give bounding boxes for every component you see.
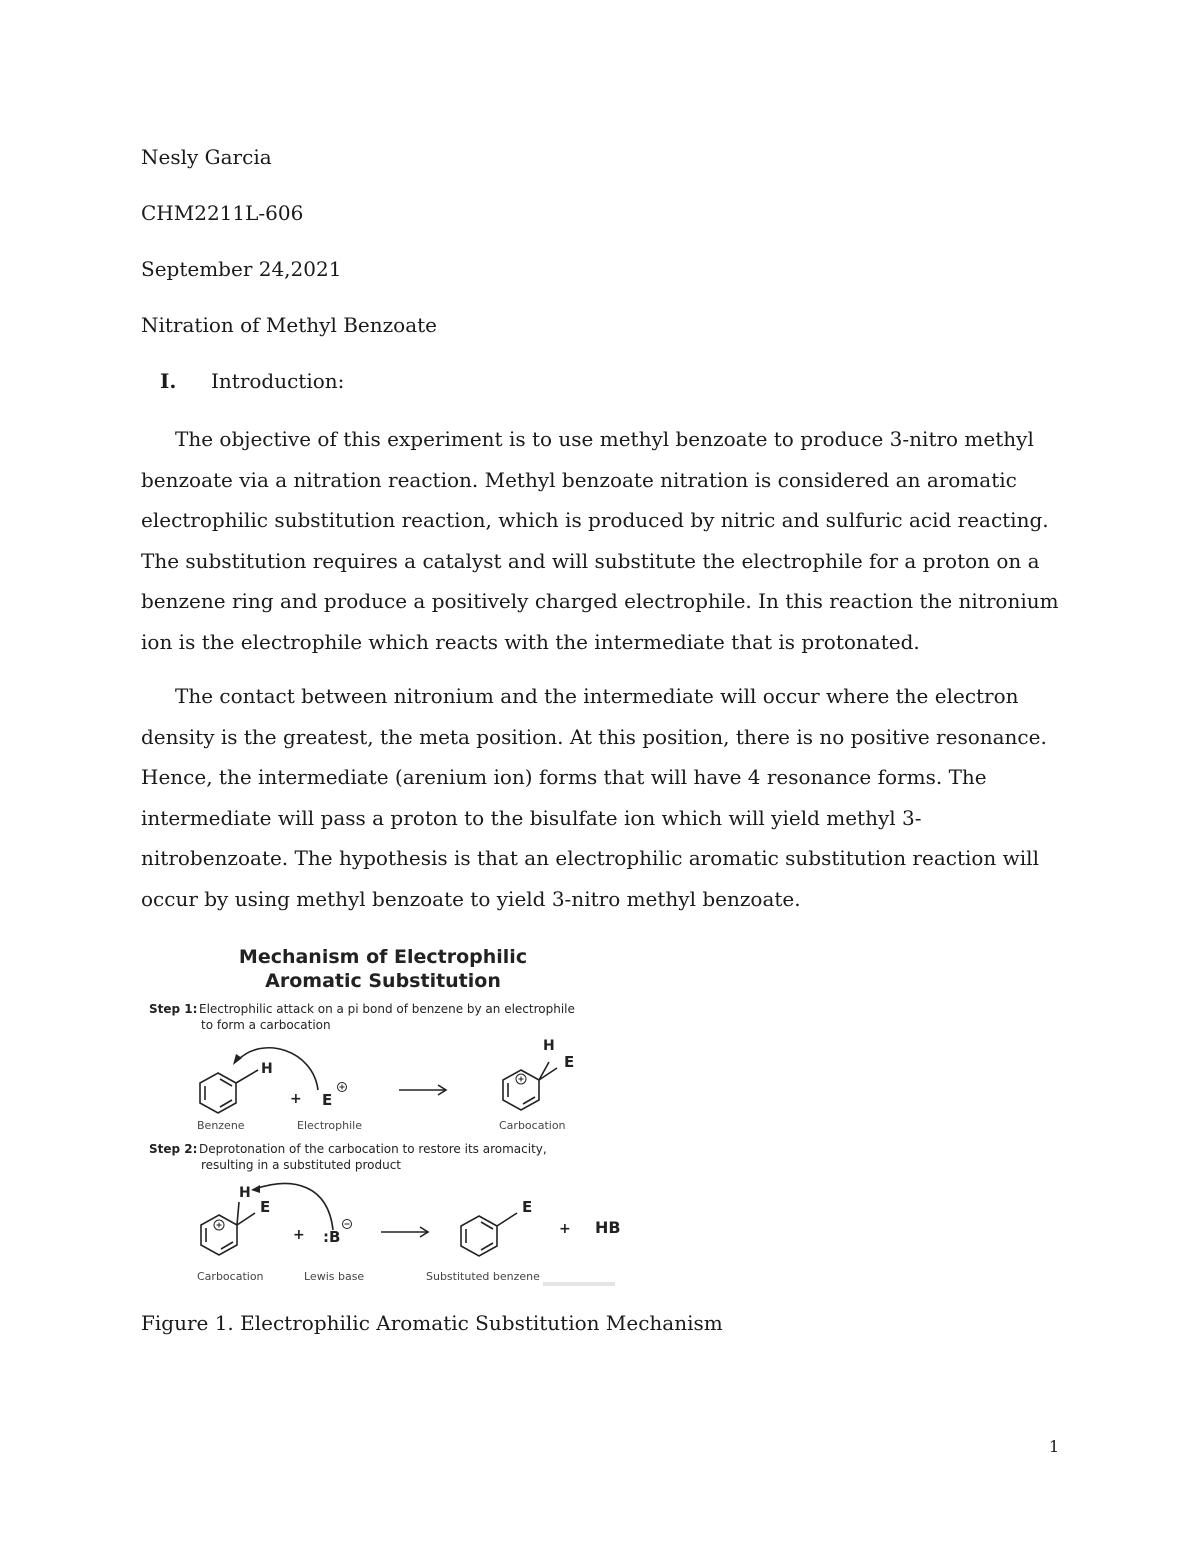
label-carbocation-1: Carbocation (499, 1119, 566, 1132)
figure-title-2: Aromatic Substitution (265, 970, 501, 992)
electrophile-e: E (322, 1091, 333, 1109)
atom-e-2: E (564, 1053, 575, 1071)
mechanism-diagram (143, 940, 623, 1290)
label-benzene: Benzene (197, 1119, 245, 1132)
report-title: Nitration of Methyl Benzoate (141, 313, 438, 337)
section-heading: Introduction: (211, 369, 345, 393)
carbocation-ring-1 (503, 1062, 557, 1110)
plus-1: + (290, 1091, 302, 1107)
plus-2: + (293, 1227, 305, 1243)
plus-3: + (559, 1221, 571, 1237)
arrow-head-2 (251, 1185, 260, 1193)
watermark (543, 1282, 615, 1286)
label-carbocation-2: Carbocation (197, 1270, 264, 1283)
curved-arrow-1 (238, 1048, 318, 1090)
author-name: Nesly Garcia (141, 145, 272, 169)
course-code: CHM2211L-606 (141, 201, 304, 225)
product-hb: HB (595, 1218, 621, 1237)
arrow-head-1 (233, 1054, 242, 1065)
page-number: 1 (1049, 1437, 1060, 1456)
substituted-benzene-ring (461, 1213, 517, 1256)
atom-h-2: H (543, 1038, 555, 1054)
intro-paragraph-2: The contact between nitronium and the intermediate will occur where the electron density is the greatest, the meta position. At this position, there is no positive resonance. Hence, the intermediate (arenium ion) forms that will have 4 resonance forms. The intermediate will pass a proton to the bisulfate ion which will yield methyl 3-nitrobenzoate. The hypothesis is that an electrophilic aromatic substitution reaction will occur by using methyl benzoate to yield 3-nitro methyl benzoate. (141, 684, 1047, 911)
figure-title-1: Mechanism of Electrophilic (238, 946, 528, 968)
step2-label: Step 2: (149, 1142, 198, 1156)
benzene-ring-1 (200, 1070, 258, 1113)
label-substituted-benzene: Substituted benzene (426, 1270, 540, 1283)
section-number: I. (160, 369, 177, 393)
step2-text-1: Deprotonation of the carbocation to restore its aromacity, (199, 1142, 547, 1156)
figure-caption: Figure 1. Electrophilic Aromatic Substitution Mechanism (141, 1311, 723, 1335)
step1-label: Step 1: (149, 1002, 198, 1016)
step2-text-2: resulting in a substituted product (201, 1158, 401, 1172)
carbocation-ring-2 (201, 1202, 255, 1255)
atom-h-1: H (261, 1061, 273, 1077)
atom-e-3: E (260, 1198, 271, 1216)
atom-e-4: E (522, 1198, 533, 1216)
intro-paragraph-1: The objective of this experiment is to use methyl benzoate to produce 3-nitro methyl benzoate via a nitration reaction. Methyl benzoate nitration is considered an aromatic electrophilic substitution reaction, which is produced by nitric and sulfuric acid reacting. The substitution requires a catalyst and will substitute the electrophile for a proton on a benzene ring and produce a positively charged electrophile. In this reaction the nitronium ion is the electrophile which reacts with the intermediate that is protonated. (141, 427, 1059, 654)
lewis-base-b: :B (323, 1228, 341, 1246)
atom-h-3: H (239, 1185, 251, 1201)
step1-text-1: Electrophilic attack on a pi bond of benzene by an electrophile (199, 1002, 575, 1016)
label-lewis-base: Lewis base (304, 1270, 365, 1283)
report-date: September 24,2021 (141, 257, 342, 281)
label-electrophile: Electrophile (297, 1119, 362, 1132)
mechanism-figure (143, 940, 623, 1290)
step1-text-2: to form a carbocation (201, 1018, 331, 1032)
